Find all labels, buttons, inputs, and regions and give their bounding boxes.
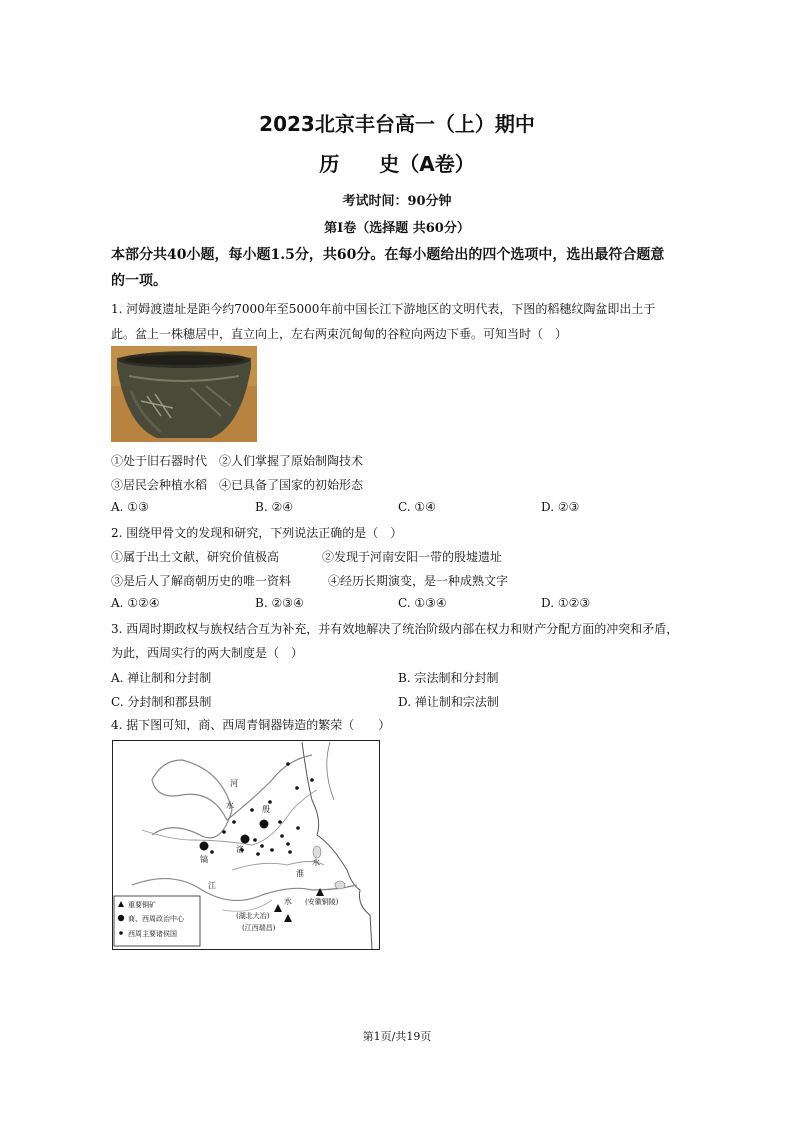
- q2-stem: 2. 围绕甲骨文的发现和研究，下列说法正确的是（ ）: [111, 526, 403, 540]
- pottery-bowl-image: [111, 346, 257, 442]
- q4-stem: 4. 据下图可知，商、西周青铜器铸造的繁荣（ ）: [111, 718, 391, 732]
- q3-option-c[interactable]: C. 分封制和郡县制: [111, 695, 212, 709]
- q1-statements-2: ③居民会种植水稻 ④已具备了国家的初始形态: [111, 478, 364, 492]
- q2-statement-3: ③是后人了解商朝历史的唯一资料: [111, 574, 292, 588]
- svg-text:淮: 淮: [296, 869, 304, 878]
- q1-statements-1: ①处于旧石器时代 ②人们掌握了原始制陶技术: [111, 454, 364, 468]
- q1-option-d[interactable]: D. ②③: [541, 500, 580, 514]
- instruction-line-2: 的一项。: [111, 273, 167, 289]
- svg-text:镐: 镐: [200, 855, 208, 864]
- svg-text:殷: 殷: [262, 805, 270, 814]
- q1-option-a[interactable]: A. ①③: [111, 500, 149, 514]
- svg-text:水: 水: [226, 801, 234, 810]
- q2-statement-4: ④经历长期演变，是一种成熟文字: [328, 574, 509, 588]
- svg-text:重要铜矿: 重要铜矿: [128, 901, 156, 909]
- q3-option-d[interactable]: D. 禅让制和宗法制: [398, 695, 499, 709]
- q3-stem-line-1: 3. 西周时期政权与族权结合互为补充，并有效地解决了统治阶级内部在权力和财产分配方面的冲突和矛盾，: [111, 622, 679, 636]
- q1-option-c[interactable]: C. ①④: [398, 500, 436, 514]
- svg-text:河: 河: [230, 779, 238, 788]
- q2-statement-2: ②发现于河南安阳一带的殷墟遗址: [322, 550, 503, 564]
- q2-statement-1: ①属于出土文献，研究价值极高: [111, 550, 280, 564]
- capital-yin-marker: [260, 820, 269, 829]
- q3-option-a[interactable]: A. 禅让制和分封制: [111, 671, 212, 685]
- instruction-line-1: 本部分共40小题，每小题1.5分，共60分。在每小题给出的四个选项中，选出最符合题意: [111, 247, 665, 263]
- svg-text:(安徽铜陵): (安徽铜陵): [305, 898, 339, 906]
- q3-stem-line-2: 为此，西周实行的两大制度是（ ）: [111, 646, 304, 660]
- q2-option-a[interactable]: A. ①②④: [111, 596, 160, 610]
- q2-option-b[interactable]: B. ②③④: [255, 596, 304, 610]
- svg-text:水: 水: [284, 897, 292, 906]
- exam-time: 考试时间：90分钟: [342, 194, 452, 209]
- q1-stem-line-2: 此。盆上一株穗居中，直立向上，左右两束沉甸甸的谷粒向两边下垂。可知当时（ ）: [111, 327, 568, 341]
- svg-text:(江西瑞昌): (江西瑞昌): [242, 924, 276, 932]
- svg-text:水: 水: [312, 858, 320, 867]
- bronze-map: [112, 740, 380, 950]
- page-number: 第1页/共19页: [362, 1030, 432, 1043]
- q3-option-b[interactable]: B. 宗法制和分封制: [398, 671, 499, 685]
- paper-subject: 历 史（A卷）: [319, 152, 475, 176]
- svg-text:江: 江: [208, 881, 216, 890]
- q1-option-b[interactable]: B. ②④: [255, 500, 293, 514]
- capital-luo-marker: [241, 835, 250, 844]
- q1-stem-line-1: 1. 河姆渡遗址是距今约7000年至5000年前中国长江下游地区的文明代表，下图的稻穗纹陶盆即出土于: [111, 302, 656, 316]
- svg-text:商、西周政治中心: 商、西周政治中心: [128, 915, 184, 923]
- section-title: 第I卷（选择题 共60分）: [324, 221, 470, 236]
- q2-option-c[interactable]: C. ①③④: [398, 596, 447, 610]
- capital-hao-marker: [200, 842, 209, 851]
- svg-text:洛: 洛: [236, 845, 244, 854]
- q2-option-d[interactable]: D. ①②③: [541, 596, 591, 610]
- svg-text:(湖北大冶): (湖北大冶): [236, 912, 270, 920]
- paper-title: 2023北京丰台高一（上）期中: [259, 112, 535, 136]
- svg-text:西周主要诸侯国: 西周主要诸侯国: [128, 930, 177, 938]
